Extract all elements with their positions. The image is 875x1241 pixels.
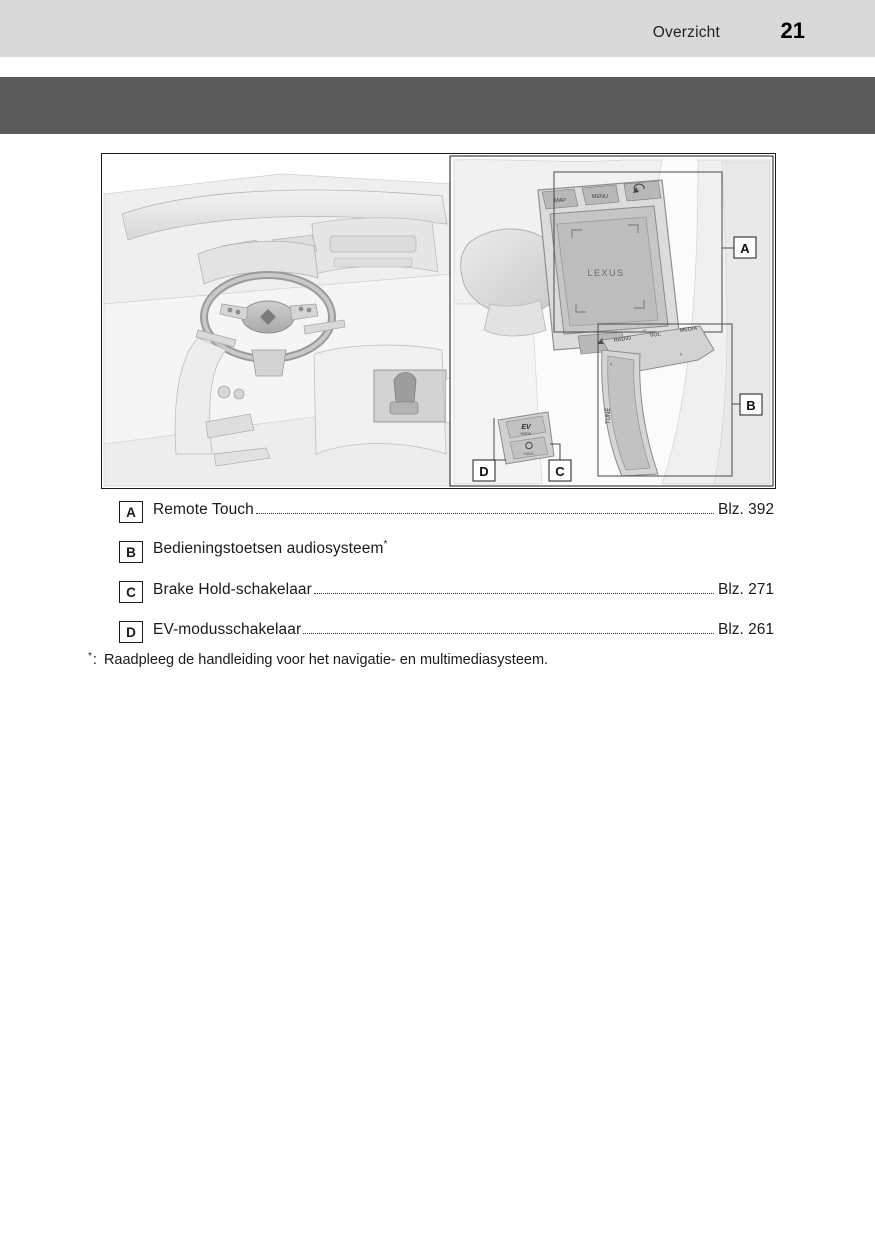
footnote [88,652,788,668]
remote-touch-pad [538,180,680,354]
page-section-title: Overzicht [652,24,720,41]
footnote-marker: * [88,651,92,662]
chapter-color-band [0,77,875,134]
legend-page-c: Blz. 271 [717,580,774,598]
page-number: 21 [780,18,805,43]
footnote-colon: : [92,652,97,668]
svg-text:‹: ‹ [610,362,612,368]
ev-and-brakehold-switches [498,412,554,464]
svg-text:–: – [642,326,647,334]
legend-footnote-marker-b: * [383,539,388,551]
svg-text:C: C [555,464,565,479]
page-header-band [0,0,875,57]
legend-list [101,498,774,658]
svg-text:MENU: MENU [591,194,609,200]
legend-item-b [101,538,774,578]
svg-text:›: › [680,352,682,358]
legend-dots [389,544,770,554]
svg-text:MEDIA: MEDIA [679,325,698,334]
legend-label-c: Brake Hold-schakelaar [153,580,312,598]
legend-label-b-text: Bedieningstoetsen audiosysteem [153,540,384,558]
legend-page-d: Blz. 261 [717,620,774,638]
footnote-text: Raadpleeg de handleiding voor het navigatie- en multimediasysteem. [103,652,549,668]
svg-text:A: A [740,241,750,256]
dashboard-overview-figure [101,153,776,489]
svg-text:D: D [479,464,489,479]
legend-badge-b: B [119,541,143,563]
legend-label-a: Remote Touch [153,500,254,518]
legend-dots [303,623,714,634]
legend-item-c [101,578,774,618]
legend-item-a [101,498,774,538]
shift-lever-source [374,370,446,422]
legend-dots [256,503,714,514]
legend-page-a: Blz. 392 [717,500,774,518]
svg-text:MAP: MAP [554,198,566,204]
legend-badge-a: A [119,501,143,523]
svg-text:MODE: MODE [520,432,532,436]
legend-badge-c: C [119,581,143,603]
svg-text:TUNE: TUNE [606,407,612,424]
svg-text:B: B [746,398,756,413]
svg-text:VOL: VOL [649,331,662,339]
svg-text:EV: EV [521,424,531,431]
legend-label-d: EV-modusschakelaar [153,620,302,638]
console-detail-inset [450,156,773,486]
svg-text:LEXUS: LEXUS [587,268,625,278]
svg-text:HOLD: HOLD [524,452,534,456]
legend-label-b [153,539,387,558]
legend-badge-d: D [119,621,143,643]
legend-dots [314,583,714,594]
svg-text:RADIO: RADIO [613,335,632,344]
